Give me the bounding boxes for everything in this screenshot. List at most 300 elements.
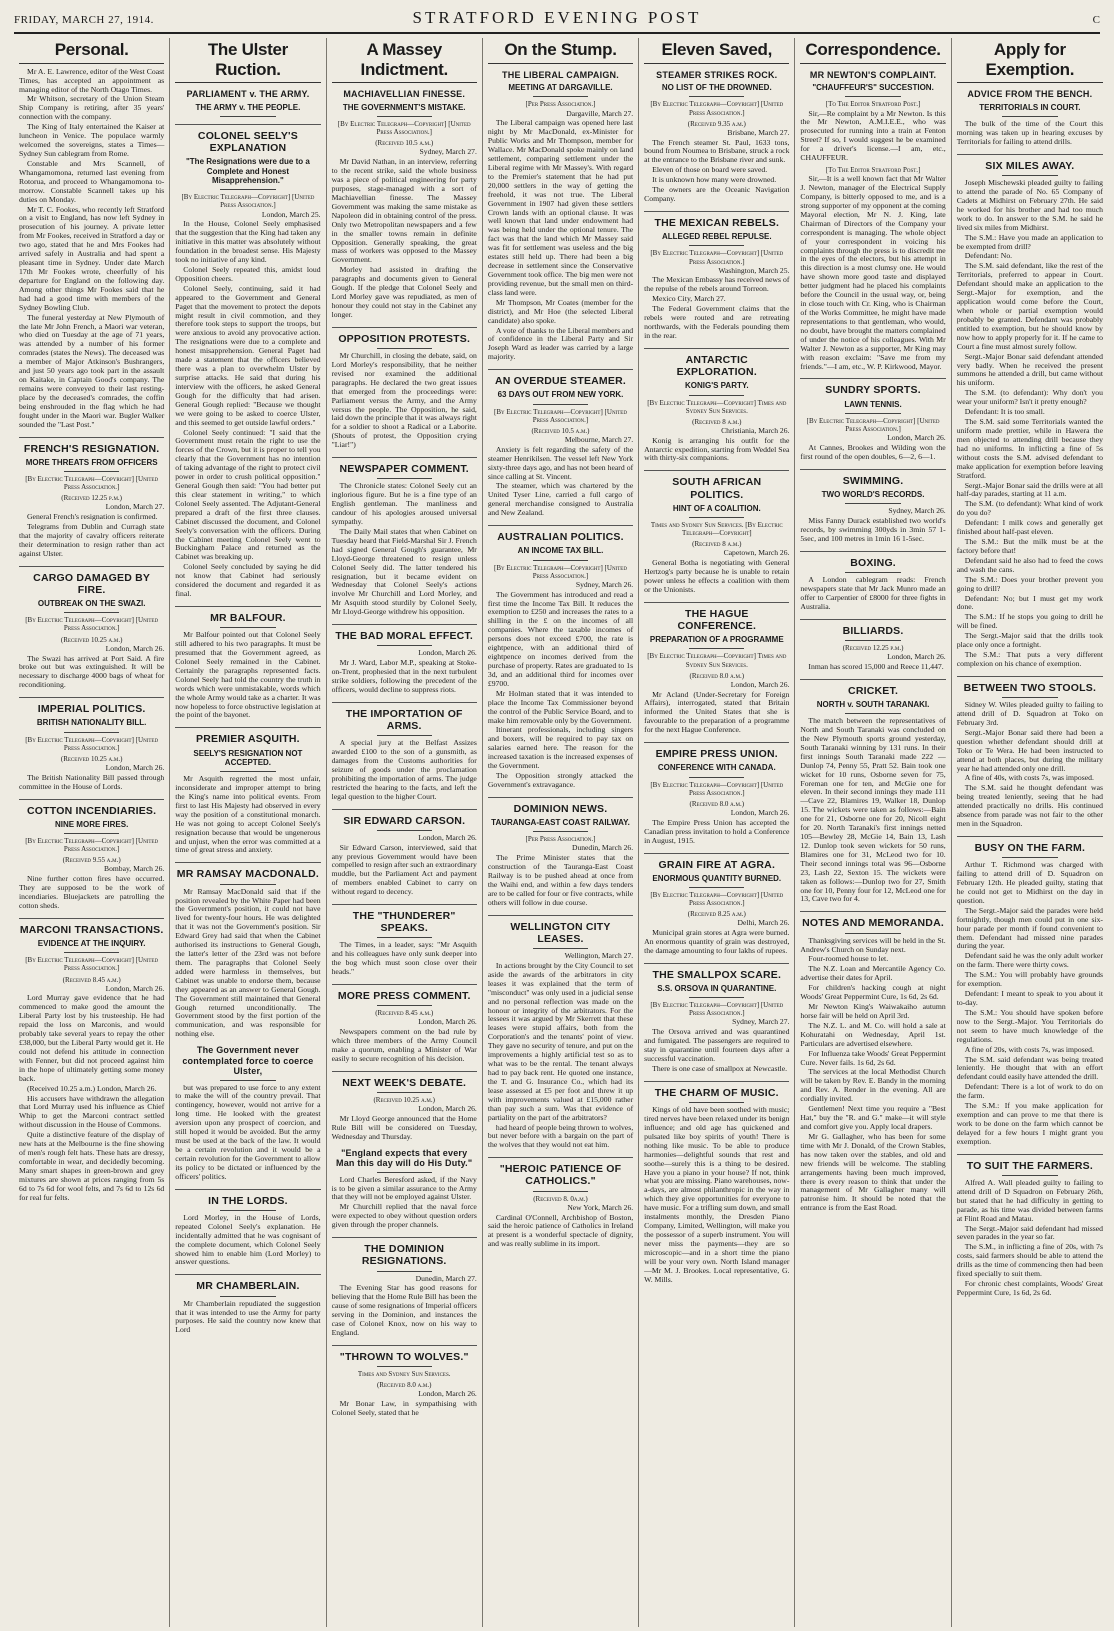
paragraph: Sir,—It is a well known fact that Mr Walter J. Newton, manager of the Electrical Supply Company, is bitterly opposed to me, and is a strong supporter of my opponent at the coming Mayoral election, Mr N. J. King, late Chairman of Directors of the Company your correspondent is managing. The whole object of your correspondent in voicing his complaints through the press is to discredit me in the eyes of the electors, but his attempt in this direction is a most clumsy one. He would have shown more good taste and displayed better judgment had he placed his complaints before the Council in the usual way, or, being in close touch with Cr. King, who is Chairman of the Works Committee, he might have made representations to that gentleman, who would, no doubt, have brought the matters complained of under the notice of his colleagues. With Mr Walter J. Newton as a supporter, Mr King may with reason exclaim: "Save me from my friends."—I am, etc., W. P. Kirkwood, Mayor. bbox=[800, 174, 946, 371]
article-headline: GRAIN FIRE AT AGRA. bbox=[644, 853, 789, 871]
article-headline: PARLIAMENT v. THE ARMY. bbox=[186, 89, 310, 100]
divider bbox=[689, 997, 744, 998]
received-time: (Received 8 a.m.) bbox=[692, 417, 742, 426]
paragraph: At Cannes, Brookes and Wilding won the first round of the open doubles, 6—2, 6—1. bbox=[800, 442, 946, 461]
paragraph: The S.M.: You should have spoken before now to the Sergt.-Major. You Territorials do not seem to have much knowledge of the regulations. bbox=[956, 1007, 1103, 1044]
article-subheading: S.S. ORSOVA IN QUARANTINE. bbox=[657, 984, 777, 993]
wire-credit: [By Electric Telegraph—Copyright] [United Press Association.] bbox=[25, 475, 159, 492]
wire-credit: [By Electric Telegraph—Copyright] [United Press Association.] bbox=[650, 249, 784, 266]
article bbox=[19, 437, 164, 559]
article-headline: SIX MILES AWAY. bbox=[957, 154, 1103, 172]
article-headline: COLONEL SEELY'S EXPLANATION bbox=[175, 124, 320, 154]
article-subheading: EVIDENCE AT THE INQUIRY. bbox=[37, 939, 146, 949]
received-time: (Received 8.0 a.m.) bbox=[689, 799, 745, 808]
paragraph: The S.M. said defendant was being treated leniently. He thought that with an effort defendant could easily have attended the drill. bbox=[956, 1054, 1103, 1082]
divider bbox=[689, 1102, 744, 1103]
dateline: Sydney, March 27. bbox=[419, 147, 477, 157]
received-time: (Received 8.0 a.m.) bbox=[376, 1381, 432, 1390]
article-headline: MR BALFOUR. bbox=[175, 606, 320, 624]
dateline: London, March 26. bbox=[887, 651, 946, 661]
divider bbox=[1002, 175, 1058, 176]
article-headline: SOUTH AFRICAN POLITICS. bbox=[644, 470, 789, 500]
article bbox=[957, 154, 1103, 669]
paragraph: Defendant: It is too small. bbox=[964, 407, 1045, 417]
dateline: Capetown, March 26. bbox=[723, 548, 790, 558]
paragraph: The funeral yesterday at New Plymouth of the late Mr John French, a Maori war veteran, who died on Tuesday at the age of 71 years, was attended by a number of his former comrades (states the News). The deceased was a member of Major Atkinson's Bushrangers, and just 50 years ago took part in the assault on Kaitake, in Captain Good's company. The remains were conveyed to their last resting-place by the deceased's comrades, the coffin being enshrouded in the flag which he had fought under in the Maori war. Bugler Walker sounded the "Last Post." bbox=[19, 312, 165, 429]
article-headline: ADVICE FROM THE BENCH. bbox=[967, 89, 1093, 100]
paragraph: Mr Holman stated that it was intended to place the Income Tax Commissioner beyond the control of the Public Service Board, and to make him removable only by the Government. bbox=[487, 688, 634, 725]
article-headline: SWIMMING. bbox=[800, 469, 945, 487]
paragraph: A special jury at the Belfast Assizes awarded £100 to the son of a gunsmith, as damages from the Customs authorities for seizure of goods under the proclamation prohibiting the importation of arms. The judge restricted the hearing to the facts, and left the legal question to the higher Court. bbox=[331, 738, 477, 801]
article bbox=[800, 679, 945, 905]
column bbox=[327, 38, 483, 1627]
article-headline: BETWEEN TWO STOOLS. bbox=[957, 676, 1103, 694]
article-subheading: MEETING AT DARGAVILLE. bbox=[508, 83, 613, 93]
article-headline: MACHIAVELLIAN FINESSE. bbox=[343, 89, 466, 100]
article-headline: THE MEXICAN REBELS. bbox=[644, 211, 789, 229]
article bbox=[175, 862, 320, 1039]
article-headline: THE BAD MORAL EFFECT. bbox=[332, 624, 477, 642]
article bbox=[800, 911, 945, 1213]
paragraph: Constable and Mrs Scannell, of Whangamomona, returned last evening from Rotorua, and proceed to Whangamomona to-morrow. Constable Scannell takes up his duties on Monday. bbox=[19, 158, 165, 204]
paragraph: The S.M.: You will probably have grounds for exemption. bbox=[956, 970, 1103, 989]
divider bbox=[533, 96, 588, 97]
dateline: Dunedin, March 26. bbox=[571, 843, 634, 853]
paragraph: The services at the local Methodist Church will be taken by Rev. E. Bandy in the morning and Rev. A. Render in the evening. All are cordially invited. bbox=[800, 1067, 946, 1104]
article bbox=[488, 915, 633, 1151]
received-time: (Received 12.25 p.m.) bbox=[61, 494, 122, 503]
paragraph: General French's resignation is confirmed. bbox=[27, 512, 158, 522]
divider bbox=[1002, 1175, 1058, 1176]
paragraph: Mr Balfour pointed out that Colonel Seely still adhered to his two paragraphs. It must be presumed that the Government agreed, as Colonel Seely remained in the Cabinet. Certainly the paragraphs represented facts. Colonel Seely had told the country the truth in words which were unmistakable, words which the whole Army would take as a charter. It was now hopeless to force obstructive legislation at the point of the bayonet. bbox=[175, 630, 321, 720]
dateline: Sydney, March 26. bbox=[888, 506, 946, 516]
article-subheading: MORE THREATS FROM OFFICERS bbox=[25, 457, 158, 467]
divider bbox=[377, 348, 432, 349]
paragraph: Defendant: I milk cows and generally get finished about half-past eleven. bbox=[956, 518, 1103, 537]
paragraph: Konig is arranging his outfit for the Antarctic expedition, starting from Weddel Sea with thirty-six companions. bbox=[644, 435, 790, 463]
paragraph: Defendant: There is a lot of work to do on the farm. bbox=[956, 1082, 1103, 1101]
article bbox=[332, 1345, 477, 1418]
paragraph: The Federal Government claims that the rebels were routed and are retreating northwards, with the Federals pounding them in the rear. bbox=[644, 304, 790, 340]
received-time: (Received 10.5 a.m.) bbox=[375, 139, 434, 148]
masthead bbox=[14, 6, 1100, 34]
paragraph: Kings of old have been soothed with music; tired nerves have been relaxed under its benign influence; and old age has quickened and pulsated like boy spirits of youth! There is nothing like music. To be able to produce harmonies—delightful sounds that rest and soothe—surely this is a thing to be desired. Have you a piano in your house? If not, think what you are missing. Piano warehouses, now-a-days, are almost philanthropic in the way in which they give opportunities for everyone to have music. For a trifling sum down, and small instalments monthly, the Dresden Piano Company, Limited, Wellington, will make you the possessor of a superb instrument. You will never miss the payments—they are so microscopic—and in a short time the piano will be your very own. North Island manager—Mr M. J. Brookes. Local representative, G. W. Mills. bbox=[644, 1105, 790, 1284]
article-headline: SUNDRY SPORTS. bbox=[800, 378, 945, 396]
paragraph: Mr Newton King's Waiwakaiho autumn horse fair will be held on April 3rd. bbox=[800, 1002, 946, 1020]
paragraph: A London cablegram reads: French newspapers state that Mr Jack Munro made an offer to Carpentier of £8000 for three fights in Australia. bbox=[800, 574, 946, 611]
paragraph: The Chronicle states: Colonel Seely cut an inglorious figure. But he is a fine type of an English gentleman. The manliness and candour of his apologies aroused universal sympathy. bbox=[331, 481, 477, 527]
divider bbox=[377, 937, 432, 938]
divider bbox=[689, 777, 744, 778]
paragraph: The Liberal campaign was opened here last night by Mr MacDonald, ex-Minister for Public Works and Mr Thompson, member for Wallace. Mr MacDonald spoke mainly on land settlement, comparing settlement under the Liberal regime with Mr Massey's. With regard to the Premier's statement that he had put 20,000 settlers in the way of getting the freehold, it was not true. The Liberal Government in 1907 had given these settlers Crown lands with an optional clause. It was well known that land under endowment had was being held under the optional tenure. The fact was that the land which Mr Massey said was fit for settlement was useless and the big estates still held up. There had been a big decrease in settlement since the Conservative Government took office. The big men were not providing revenue, but the small men on third-class land were. bbox=[487, 118, 634, 297]
article bbox=[644, 70, 789, 204]
article bbox=[488, 70, 633, 363]
article-headline: IMPERIAL POLITICS. bbox=[19, 697, 164, 715]
paragraph: Miss Fanny Durack established two world's records, by swimming 300yds in 3min 57 1-5sec, and 100 metres in 1min 16 1-5sec. bbox=[800, 515, 946, 543]
dateline: London, March 26. bbox=[418, 648, 477, 658]
article bbox=[957, 1154, 1103, 1298]
paragraph: It is unknown how many were drowned. bbox=[652, 175, 777, 185]
article bbox=[19, 68, 164, 430]
paragraph: The owners are the Oceanic Navigation Company. bbox=[644, 185, 790, 204]
paragraph: A fine of 20s, with costs 7s, was imposed. bbox=[964, 1044, 1094, 1054]
article bbox=[957, 836, 1103, 1147]
divider bbox=[689, 245, 744, 246]
column bbox=[952, 38, 1108, 1627]
article bbox=[644, 602, 789, 735]
article bbox=[644, 742, 789, 845]
paragraph: Eleven of those on board were saved. bbox=[652, 165, 768, 175]
article bbox=[332, 327, 477, 450]
paragraph: Nine further cotton fires have occurred. They are supposed to be the work of incendiaries. Bluejackets are patrolling the cotton sheds. bbox=[19, 874, 165, 910]
article bbox=[175, 89, 320, 117]
paragraph: For Influenza take Woods' Great Peppermint Cure. Never fails. 1s 6d, 2s 6d. bbox=[800, 1048, 946, 1067]
dateline: London, March 26. bbox=[418, 1389, 477, 1399]
article-headline: THE SMALLPOX SCARE. bbox=[644, 963, 789, 981]
dateline: London, March 26. bbox=[105, 762, 165, 772]
article-headline: MR CHAMBERLAIN. bbox=[175, 1274, 320, 1292]
paragraph: Mr Asquith regretted the most unfair, inconsiderate and improper attempt to bring the King's name into political events. From first to last His Majesty had observed in every way the position of a constitutional monarch. He was not going to accept Colonel Seely's resignation because that would be ungenerous and unjust, when the error was committed at a time of great stress and anxiety. bbox=[175, 774, 321, 855]
divider bbox=[220, 1080, 275, 1081]
paragraph: Mr Ramsay MacDonald said that if the position revealed by the White Paper had been the Government's position, it could not have lived for twenty-four hours. He was delighted that it was not the Government's position. Sir Edward Grey had said that when the Cabinet authorised its instructions to General Gough, the latter's letter of the 23rd was not before them. The paragraphs that Colonel Seely added were harmless in themselves, but Cabinet was unable to endorse them, because they appeared as an answer to General Gough. The Government still maintained that General Gough returned unconditionally. The Government stood by the first portion of the communication, and was responsible for nothing else. bbox=[175, 886, 321, 1039]
article-subheading: THE ARMY v. THE PEOPLE. bbox=[195, 102, 301, 112]
paragraph: The Sergt.-Major said defendant had missed seven parades in the year so far. bbox=[956, 1223, 1103, 1242]
article-subheading: TWO WORLD'S RECORDS. bbox=[821, 489, 925, 499]
article bbox=[175, 606, 320, 720]
divider bbox=[220, 189, 275, 190]
article bbox=[19, 697, 164, 791]
divider bbox=[377, 1005, 432, 1006]
divider bbox=[377, 830, 432, 831]
article-headline: The Government never contemplated force to coerce Ulster, bbox=[182, 1045, 314, 1077]
article bbox=[332, 1148, 477, 1230]
paragraph: The Sergt.-Major said the parades were held fortnightly, though men could put in one six-hour parade per month if found convenient to them. Defendant had missed nine parades during the year. bbox=[956, 905, 1103, 951]
dateline: New York, March 26. bbox=[567, 1202, 634, 1212]
paragraph: Mr David Nathan, in an interview, referring to the recent strike, said the whole business was a piece of political engineering for party purposes, stage-managed with a sort of Machiavellian finesse. The Massey Government was making the same mistake as Napoleon did in obtaining control of the press. Only two Metropolitan newspapers and a few in the smaller towns remain in definite Opposition. Generally speaking, the great mass of workers was opposed to the Massey Government. bbox=[331, 157, 477, 265]
paragraph: Lord Murray gave evidence that he had commenced to make good the amount the Liberal Party lost by his trusteeship. He had repaid the loss on Marconis, and would probably take several years to repay the other £38,000, but the Liberal Party would get it. He could not defend his attitude in connection with Fenner, but did not proceed against him in the hope of ultimately getting some money back. bbox=[19, 993, 165, 1083]
wire-credit: [By Electric Telegraph—Copyright] [United Press Association.] bbox=[25, 956, 159, 973]
divider bbox=[689, 96, 744, 97]
paragraph: For chronic chest complaints, Woods' Great Peppermint Cure, 1s 6d, 2s 6d. bbox=[956, 1279, 1103, 1297]
received-time: (Received 8.45 a.m.) bbox=[62, 975, 121, 984]
column-heading: A Massey Indictment. bbox=[332, 40, 477, 83]
paragraph: Lord Charles Beresford asked, if the Navy is to be given a similar assurance to the Army that they will not be employed against Ulster. bbox=[331, 1174, 477, 1202]
article bbox=[175, 1189, 320, 1268]
paragraph: In actions brought by the City Council to set aside the awards of the arbitrators in city leases it was explained that the term of "misconduct" was only used in a judicial sense and no personal reflection was made on the honour or integrity of the arbitrators. For the lessees it was argued by Mr Skerrett that these leases were stupid affairs, both from the Corporation's and the tenants' point of view. They gave no security of tenure, and put on the improvements a highly artificial test so as to what was to be the rental. The tenant always had to pay back rent. He quoted one instance, the T. and G. Insurance Co., which had its lease assessed at £5 per foot and threw it up with improvements valued at £15,000 rather than pay such a sum. Was that evidence of partiality on the part of the arbitrators? bbox=[487, 960, 634, 1122]
article bbox=[800, 619, 945, 672]
article-headline: THE IMPORTATION OF ARMS. bbox=[332, 702, 477, 732]
paragraph: The N.Z. L. and M. Co. will hold a sale at Kohuratahi on Wednesday, April 1st. Particulars are advertised elsewhere. bbox=[800, 1020, 946, 1048]
article bbox=[19, 799, 164, 911]
divider bbox=[689, 517, 744, 518]
paragraph: The Times, in a leader, says: "Mr Asquith and his colleagues have only sunk deeper into the bog which must soon close over their heads." bbox=[331, 940, 477, 977]
wire-credit: [By Electric Telegraph—Copyright] Times and Sydney Sun Services. bbox=[647, 398, 787, 415]
divider bbox=[377, 1366, 432, 1367]
article bbox=[332, 457, 477, 617]
paragraph: had heard of people being thrown to wolves, but never before with a bargain on the part of the wolves that they would not eat him. bbox=[487, 1122, 634, 1150]
paragraph: Colonel Seely concluded by saying he did not know that Cabinet had seriously considered the document and regarded it as final. bbox=[175, 562, 321, 599]
paragraph: Gentlemen! Next time you require a "Best Hat," buy the "R. and G." make—it will style and comfort give you. Apply local drapers. bbox=[800, 1104, 946, 1132]
paragraph: General Botha is negotiating with General Hertzog's party because he is unable to retain power unless he effects a coalition with them or the Unionists. bbox=[644, 558, 790, 594]
column bbox=[795, 38, 951, 1627]
article-headline: NEWSPAPER COMMENT. bbox=[332, 457, 477, 475]
article-subheading: ENORMOUS QUANTITY BURNED. bbox=[652, 873, 782, 883]
article-headline: WELLINGTON CITY LEASES. bbox=[488, 915, 633, 945]
article bbox=[957, 89, 1103, 146]
article bbox=[332, 702, 477, 802]
paragraph: The Empire Press Union has accepted the Canadian press invitation to hold a Conference in August, 1915. bbox=[644, 817, 790, 845]
dateline: London, March 27. bbox=[105, 502, 165, 512]
article-headline: COTTON INCENDIARIES. bbox=[19, 799, 164, 817]
divider bbox=[64, 612, 119, 613]
article-headline: THE CHARM OF MUSIC. bbox=[644, 1081, 789, 1099]
paragraph: Defendant: No. bbox=[964, 251, 1013, 261]
paragraph: Arthur T. Richmond was charged with failing to attend drill of D. Squadron on February 12th. He pleaded guilty, stating that he could not get to Midhirst on the day in question. bbox=[956, 860, 1103, 905]
article-headline: MORE PRESS COMMENT. bbox=[332, 984, 477, 1002]
article bbox=[957, 676, 1103, 829]
paragraph: Anxiety is felt regarding the safety of the steamer Henrikilsen. The vessel left New York sixty-three days ago, and has not been heard of since calling at St. Vincent. bbox=[487, 444, 634, 481]
wire-credit: [By Electric Telegraph—Copyright] [United Press Association.] bbox=[337, 120, 471, 137]
article-subheading: AN INCOME TAX BILL. bbox=[517, 546, 604, 556]
paragraph: Telegrams from Dublin and Curragh state that the majority of cavalry officers reiterate their determination to resign rather than act against Ulster. bbox=[19, 522, 165, 558]
paragraph: The Mexican Embassy has received news of the repulse of the rebels around Torreon. bbox=[644, 275, 790, 294]
paragraph: Sergt.-Major Bonar said the drills were at all half-day parades, starting at 11 a.m. bbox=[956, 480, 1103, 499]
dateline: Sydney, March 27. bbox=[732, 1017, 790, 1027]
dateline: London, March 26. bbox=[730, 807, 790, 817]
article bbox=[800, 70, 945, 163]
article-headline: CARGO DAMAGED BY FIRE. bbox=[19, 566, 164, 596]
paragraph: Colonel Seely, continuing, said it had appeared to the Government and General Paget that the movement to protect the depots might result in civil commotion, and they therefore took steps to support the troops, but were anxious to avoid any provocative action. The resignations were due to a complete and honest misapprehension. General Paget had made a statement that the officers believed there was a plan to overwhelm Ulster by surprise attacks. He said that during his interview with the officers, he asked General Gough for the difficulty that had arisen. General Gough replied: "Because we thought we were going to be asked to coerce Ulster, and this seemed to get outside lawful orders." bbox=[175, 283, 321, 427]
divider bbox=[220, 627, 275, 628]
article bbox=[19, 918, 164, 1203]
wire-credit: [Per Press Association.] bbox=[525, 100, 596, 109]
divider bbox=[689, 887, 744, 888]
article-headline: "THROWN TO WOLVES." bbox=[332, 1345, 477, 1363]
paragraph: The S.M.: But the milk must be at the factory before that! bbox=[956, 537, 1103, 555]
received-time: (Received 8.45 a.m.) bbox=[375, 1009, 434, 1018]
article bbox=[800, 166, 945, 371]
divider bbox=[377, 116, 432, 117]
divider bbox=[377, 1092, 432, 1093]
article-headline: NOTES AND MEMORANDA. bbox=[800, 911, 945, 929]
dateline: London, March 26. bbox=[418, 1017, 477, 1027]
wire-credit: [To The Editor Stratford Post.] bbox=[825, 166, 921, 175]
paragraph: The S.M.: That puts a very different complexion on his chance of exemption. bbox=[956, 650, 1103, 669]
paragraph: The S.M.: Does your brother prevent you going to drill? bbox=[956, 574, 1103, 593]
paragraph: A fine of 40s, with costs 7s, was imposed. bbox=[964, 773, 1094, 783]
article-headline: BUSY ON THE FARM. bbox=[957, 836, 1103, 854]
divider bbox=[845, 640, 900, 641]
issue-date: FRIDAY, MARCH 27, 1914. bbox=[14, 14, 154, 26]
article bbox=[644, 348, 789, 464]
article-headline: MARCONI TRANSACTIONS. bbox=[19, 918, 164, 936]
dateline: Brisbane, March 27. bbox=[727, 127, 790, 137]
paragraph: The S.M. (to defendant): Why don't you wear your uniform? Isn't it pretty enough? bbox=[956, 388, 1103, 407]
column bbox=[14, 38, 170, 1627]
paragraph: The S.M.: If he stops you going to drill he will be fined. bbox=[956, 612, 1103, 631]
received-time: (Received 8.0 a.m.) bbox=[689, 671, 745, 680]
paragraph: The S.M.: If you make application for exemption and can prove to me that there is work to be done on the farm which cannot be delayed for a few hours I might grant you exemption. bbox=[956, 1101, 1103, 1146]
column bbox=[483, 38, 639, 1627]
paragraph: A vote of thanks to the Liberal members and of confidence in the Liberal Party and Sir Joseph Ward as leader was carried by a large majority. bbox=[487, 325, 634, 362]
paragraph: In the House, Colonel Seely emphasised that the suggestion that the King had taken any initiative in this matter was absolutely without foundation in the broadest sense. His Majesty took no initiative of any kind. bbox=[175, 219, 321, 264]
article-headline: IN THE LORDS. bbox=[175, 1189, 320, 1207]
paragraph: Newspapers comment on the bad rule by which three members of the Army Council make a quorum, enabling a Minister of War easily to secure recognition of his decision. bbox=[331, 1027, 477, 1063]
divider bbox=[845, 503, 900, 504]
paragraph: (Received 10.25 a.m.) London, March 26. bbox=[27, 1083, 157, 1093]
divider bbox=[533, 404, 588, 405]
article-subheading: "CHAUFFEUR'S" SUCCESTION. bbox=[812, 83, 934, 93]
paragraph: The Daily Mail states that when Cabinet on Tuesday heard that Field-Marshal Sir J. French had signed General Gough's guarantee, Mr Lloyd-George threatened to resign unless Colonel Seely did. The latter tendered his resignation, but it became evident on Wednesday that Colonel Seely's actions involve Mr Churchill and Lord Morley, and Mr Asquith stood sturdily by Colonel Seely, Mr Lloyd-George withdrew his opposition. bbox=[331, 526, 477, 617]
paragraph: Mr Lloyd George announced that the Home Rule Bill will be considered on Tuesday, Wednesday and Thursday. bbox=[331, 1114, 477, 1141]
article-headline: THE LIBERAL CAMPAIGN. bbox=[502, 69, 619, 80]
article bbox=[332, 904, 477, 977]
paragraph: The French steamer St. Paul, 1633 tons, bound from Noumea to Brisbane, struck a rock at the entrance to the Brisbane river and sunk. bbox=[644, 137, 790, 165]
article-subheading: OUTBREAK ON THE SWAZI. bbox=[37, 599, 146, 609]
article-headline: THE "THUNDERER" SPEAKS. bbox=[332, 904, 477, 934]
paragraph: Alfred A. Wall pleaded guilty to failing to attend drill of D Squadron on February 26th, but stated that he had difficulty in getting to parade, as his time was divided between farms at Flint Road and Matau. bbox=[956, 1177, 1103, 1223]
article-subheading: THE GOVERNMENT'S MISTAKE. bbox=[342, 102, 466, 112]
page-mark: C bbox=[1092, 14, 1100, 26]
divider bbox=[689, 395, 744, 396]
paragraph: Defendant said he also had to feed the cows and wash the cans. bbox=[956, 555, 1103, 574]
article-subheading: NINE MORE FIRES. bbox=[54, 819, 129, 829]
received-time: (Received 10.25 a.m.) bbox=[60, 754, 123, 763]
divider bbox=[1002, 116, 1058, 117]
divider bbox=[845, 96, 900, 97]
paragraph: Mr Churchill replied that the naval force were expected to obey without question orders given through the proper channels. bbox=[331, 1202, 477, 1230]
article-headline: CRICKET. bbox=[800, 679, 945, 697]
paragraph: Sir,—Re complaint by a Mr Newton. Is this the Mr Newton, A.M.I.E.E., who was prosecuted for running into a train at Fenton Street? If so, I would suggest he be examined for a driver's license.—I am, etc., CHAUFFEUR. bbox=[800, 108, 946, 163]
article bbox=[644, 963, 789, 1074]
article-subheading: CONFERENCE WITH CANADA. bbox=[657, 763, 776, 773]
article-subheading: HINT OF A COALITION. bbox=[672, 503, 761, 513]
article bbox=[800, 469, 945, 544]
wire-credit: [By Electric Telegraph—Copyright] [United Press Association.] bbox=[25, 837, 159, 854]
paragraph: The Government has introduced and read a first time the Income Tax Bill. It reduces the exemption to £250 and increases the rates to a shilling in the £ on the incomes of all companies. Where the taxable incomes of persons does not exceed £700, the rate is eightpence, with an additional third of eightpence on incomes derived from the purchase of property. Rates are graduated to 1s 3d, and an additional third for incomes over £9700. bbox=[487, 589, 634, 688]
column-heading: Apply for Exemption. bbox=[957, 40, 1103, 83]
divider bbox=[1002, 857, 1058, 858]
divider bbox=[377, 478, 432, 479]
divider bbox=[533, 948, 588, 949]
wire-credit: [By Electric Telegraph—Copyright] [United Press Association.] bbox=[650, 1001, 784, 1018]
wire-credit: [By Electric Telegraph—Copyright] [United Press Association.] bbox=[25, 735, 159, 752]
article-headline: BILLIARDS. bbox=[800, 619, 945, 637]
received-time: (Received 8.25 a.m.) bbox=[687, 910, 746, 919]
columns-area bbox=[14, 38, 1108, 1627]
article bbox=[332, 809, 477, 898]
article-headline: MR RAMSAY MACDONALD. bbox=[175, 862, 320, 880]
paragraph: Inman has scored 15,000 and Reece 11,447. bbox=[808, 661, 944, 671]
paragraph: The S.M. (to defendant): What kind of work do you do? bbox=[956, 499, 1103, 518]
column bbox=[639, 38, 795, 1627]
article-headline: "HEROIC PATIENCE OF CATHOLICS." bbox=[488, 1157, 633, 1187]
paragraph: Mr Chamberlain repudiated the suggestion that it was intended to use the Army for party purposes. He said the country now knew that Lord bbox=[175, 1298, 321, 1335]
paragraph: Mr Whitson, secretary of the Union Steam Ship Company is retiring, after 35 years' connection with the company. bbox=[19, 94, 165, 122]
paragraph: Thanksgiving services will be held in the St. Andrew's Church on Sunday next. bbox=[800, 935, 946, 954]
wire-credit: [By Electric Telegraph—Copyright] [United Press Association.] bbox=[25, 616, 159, 633]
article-subheading: PREPARATION OF A PROGRAMME bbox=[649, 635, 784, 645]
paragraph: Four-roomed house to let. bbox=[808, 954, 889, 964]
column bbox=[170, 38, 326, 1627]
paragraph: Sergt.-Major Bonar said there had been a question whether defendant should drill at Toko or Te Wera. He had been instructed to attend at both places, but during the military year he had attended only one drill. bbox=[956, 727, 1103, 773]
article bbox=[175, 124, 320, 599]
paragraph: The S.M. said he thought defendant was being treated leniently, seeing that he had attended practically no drills. His continued absence from parade was not fair to the other men in the Squadron. bbox=[956, 783, 1103, 829]
article bbox=[644, 470, 789, 594]
paragraph: Mr Thompson, Mr Coates (member for the district), and Mr Hoe (the selected Liberal candidate) also spoke. bbox=[487, 297, 634, 325]
paragraph: Mr Bonar Law, in sympathising with Colonel Seely, stated that he bbox=[331, 1399, 477, 1417]
article-headline: EMPIRE PRESS UNION. bbox=[644, 742, 789, 760]
paragraph: The Swazi has arrived at Port Said. A fire broke out but was extinguished. It will be necessary to discharge 4000 bags of wheat for reconditioning. bbox=[19, 653, 165, 690]
article bbox=[175, 727, 320, 855]
dateline: London, March 26. bbox=[105, 643, 165, 653]
divider bbox=[220, 116, 275, 117]
dateline: Sydney, March 26. bbox=[575, 579, 634, 589]
dateline: London, March 26. bbox=[418, 1104, 477, 1114]
article-subheading: BRITISH NATIONALITY BILL. bbox=[36, 718, 147, 728]
wire-credit: [By Electric Telegraph—Copyright] Times and Sydney Sun Services. bbox=[647, 652, 787, 669]
article-subheading: "The Resignations were due to a Complete and Honest Misapprehension." bbox=[186, 157, 310, 186]
divider bbox=[689, 648, 744, 649]
divider bbox=[220, 884, 275, 885]
divider bbox=[533, 560, 588, 561]
article-headline: ANTARCTIC EXPLORATION. bbox=[644, 348, 789, 378]
paragraph: Sergt.-Major Bonar said defendant attended very badly. When he received the present summons he attended a drill, but came without his uniform. bbox=[956, 351, 1103, 388]
wire-credit: Times and Sydney Sun Services. [By Electric Telegraph—Copyright] bbox=[650, 521, 783, 538]
article-headline: SIR EDWARD CARSON. bbox=[332, 809, 477, 827]
divider bbox=[64, 952, 119, 953]
divider bbox=[377, 1271, 432, 1272]
paragraph: Mr J. Ward, Labor M.P., speaking at Stoke-on-Trent, prophesied that in the next turbulent strike soldiers, following the precedent of the officers, would decline to suppress riots. bbox=[331, 658, 477, 694]
wire-credit: [By Electric Telegraph—Copyright] [United Press Association.] bbox=[650, 890, 784, 908]
article-headline: STEAMER STRIKES ROCK. bbox=[656, 69, 778, 80]
column-heading: Eleven Saved, bbox=[644, 40, 789, 64]
article-subheading: NO LIST OF THE DROWNED. bbox=[661, 83, 772, 93]
divider bbox=[64, 471, 119, 472]
received-time: (Received 12.25 p.m.) bbox=[842, 643, 904, 652]
article-headline: NEXT WEEK'S DEBATE. bbox=[332, 1071, 477, 1089]
wire-credit: [By Electric Telegraph—Copyright] [United Press Association.] bbox=[494, 407, 627, 424]
paragraph: Colonel Seely repeated this, amidst loud Opposition cheers. bbox=[175, 264, 321, 283]
article-headline: TO SUIT THE FARMERS. bbox=[957, 1154, 1103, 1172]
paragraph: Sir Edward Carson, interviewed, said that any previous Government would have been compelled to resign after such an extraordinary muddle, but the Parliament Act and payment of members enabled Cabinet to carry on without regard to decency. bbox=[331, 842, 477, 897]
wire-credit: [Per Press Association.] bbox=[525, 835, 596, 844]
article bbox=[488, 525, 633, 790]
paragraph: Quite a distinctive feature of the display of new hats at the Melbourne is the fine showing of men's rough felt hats. These hats are dressy, comfortable in wear, and decidedly becoming. Many smart shapes in green-brown and grey mixtures are shown at prices ranging from 5s 6d to 7s 6d for wool felts, and 7s 6d to 12s 6d for real fur felts. bbox=[19, 1130, 165, 1202]
dateline: Bombay, March 26. bbox=[104, 864, 165, 874]
paragraph: Morley had assisted in drafting the paragraphs and documents given to General Gough. If the pledge that Colonel Seely and Lord Morley gave was repudiated, as men of honour they could not stay in the Cabinet any longer. bbox=[331, 265, 477, 319]
article-headline: "England expects that every Man this day will do His Duty." bbox=[336, 1147, 473, 1169]
paragraph: Itinerant professionals, including singers and boxers, will be required to pay tax on salaries earned here. The reason for the increased taxation is the increased expenses of the Government. bbox=[487, 725, 634, 771]
paragraph: Mr A. E. Lawrence, editor of the West Coast Times, has accepted an appointment as managing editor of the North Otago Times. bbox=[19, 66, 165, 94]
article-headline: OPPOSITION PROTESTS. bbox=[332, 327, 477, 345]
dateline: Washington, March 25. bbox=[718, 265, 790, 275]
paragraph: Mr Acland (Under-Secretary for Foreign Affairs), interrogated, stated that Britain informed the United States that she is favourable to the preparation of a programme for the next Hague Conference. bbox=[644, 689, 790, 735]
paragraph: The bulk of the time of the Court this morning was taken up in hearing excuses by Territorials for failing to attend drills. bbox=[956, 119, 1103, 146]
paragraph: The S.M., in inflicting a fine of 20s, with 7s costs, said farmers should be able to attend the drills as the time of commencing then had been fixed specially to suit them. bbox=[956, 1242, 1103, 1279]
paragraph: The S.M. said defendant, like the rest of the Territorials, preferred to appear in Court. Defendant should make an application to the Sergt.-Major for exemption, and the application would come before the Court, when whole or partial exemption would probably be granted. Defendant was probably entitled to exemption, but he should know by now how to apply properly for it. If he came to Court a fine must almost surely follow. bbox=[956, 261, 1103, 351]
column-heading: On the Stump. bbox=[488, 40, 633, 64]
article-subheading: 63 DAYS OUT FROM NEW YORK. bbox=[497, 390, 624, 400]
received-time: (Received 8 a.m.) bbox=[692, 540, 742, 549]
paragraph: There is one case of smallpox at Newcastle. bbox=[652, 1063, 788, 1073]
wire-credit: [By Electric Telegraph—Copyright] [United Press Association.] bbox=[806, 416, 940, 433]
paragraph: The match between the representatives of North and South Taranaki was concluded on the New Plymouth sports ground yesterday, South Taranaki winning by 131 runs. In their first innings South Taranaki made 222 —Dunlop 74, Penny 55, Pratt 52. Bain took one wicket for 10 runs, Osborne seven for 75, Foreman one for ten, and McGie one for eleven. In their second innings they made 111—Cave 22, Blamires 19, Walker 18, Dunlop 15. The wickets were taken as follows:—Bain one for 21, Osborne one for 20, Nicoll eight for 20. North Taranaki's first innings netted 105—Bewley 28, McGie 14, Bain 13, Lash 12. Dunlop took seven wickets for 50 runs, Blamires one for 31, McLeod two for 10. Their second innings total was 96—Osborne 23, Lash 22, Sexton 15. The wickets were taken as follows:—Dunlop two for 27, Smith one for 10, Penny four for 12, McLeod one for 13, Cave two for 4. bbox=[800, 716, 946, 904]
received-time: (Received 9.35 a.m.) bbox=[687, 119, 746, 128]
paragraph: Mr G. Gallagher, who has been for some time with Mr J. Donald, of the Crown Stables, has now taken over the stables, and old and new friends will be welcome. The stabling arrangements having been much improved, there is every reason to think that under the management of Mr Gallagher many will patronise him. It should be noted that the entrance is from the East Road. bbox=[800, 1131, 946, 1213]
article-headline: THE DOMINION RESIGNATIONS. bbox=[332, 1237, 477, 1267]
divider bbox=[533, 1191, 588, 1192]
